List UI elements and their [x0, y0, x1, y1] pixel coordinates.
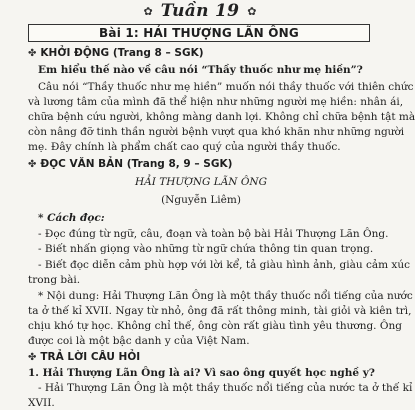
section-heading-answers: [28, 351, 140, 363]
section-heading-text: KHỞI ĐỘNG (Trang 8 – SGK): [40, 47, 204, 59]
section-heading-text: ĐỌC VĂN BẢN (Trang 8, 9 – SGK): [40, 158, 233, 170]
week-title: Tuần 19: [160, 0, 240, 21]
text-author: (Nguyễn Liêm): [161, 194, 241, 206]
content-line: chịu khó tự học. Không chỉ thế, ông còn rất giàu tình yêu thương. Ông: [28, 320, 402, 332]
lesson-title: Bài 1: HẢI THƯỢNG LÃN ÔNG: [99, 26, 299, 40]
section-heading-reading: [28, 158, 232, 170]
clover-bullet-icon: ✤: [28, 47, 37, 59]
paragraph-line: và lương tâm của mình đã thể hiện như những người mẹ hiền: nhân ái,: [28, 96, 404, 108]
content-line: * Nội dung: Hải Thượng Lãn Ông là một thầy thuốc nổi tiếng của nước: [38, 290, 413, 302]
how-to-read-label: * Cách đọc:: [38, 212, 105, 224]
list-item: - Biết đọc diễn cảm phù hợp với lời kể, tả giàu hình ảnh, giàu cảm xúc: [38, 259, 411, 271]
warmup-question: Em hiểu thế nào về câu nói “Thầy thuốc như mẹ hiền”?: [38, 64, 363, 76]
content-line: ta ở thế kỉ XVII. Ngay từ nhỏ, ông đã rất thông minh, tài giỏi và kiên trì,: [28, 305, 412, 317]
section-heading-text: TRẢ LỜI CÂU HỎI: [40, 351, 141, 363]
answer-line: - Hải Thượng Lãn Ông là một thầy thuốc nổi tiếng của nước ta ở thế kỉ: [38, 382, 413, 394]
list-item: trong bài.: [28, 274, 81, 286]
paragraph-line: mẹ. Đây chính là phẩm chất cao quý của người thầy thuốc.: [28, 141, 341, 153]
content-line: được coi là một bậc danh y của Việt Nam.: [28, 335, 250, 347]
list-item: - Đọc đúng từ ngữ, câu, đoạn và toàn bộ bài Hải Thượng Lãn Ông.: [38, 228, 389, 240]
flower-ornament-icon: ✿: [143, 4, 153, 18]
list-item: - Biết nhấn giọng vào những từ ngữ chứa thông tin quan trọng.: [38, 243, 374, 255]
question-1: 1. Hải Thượng Lãn Ông là ai? Vì sao ông quyết học nghề y?: [28, 367, 375, 379]
clover-bullet-icon: ✤: [28, 158, 37, 170]
flower-ornament-icon: ✿: [247, 4, 257, 18]
paragraph-line: chữa bệnh cứu người, không màng danh lợi. Không chỉ chữa bệnh tật mà: [28, 111, 415, 123]
answer-line: XVII.: [28, 397, 55, 409]
text-title: HẢI THƯỢNG LÃN ÔNG: [134, 176, 268, 188]
lesson-title-box: [28, 24, 370, 42]
section-heading-warmup: [28, 47, 204, 59]
clover-bullet-icon: ✤: [28, 351, 37, 363]
paragraph-line: Câu nói “Thầy thuốc như mẹ hiền” muốn nói thầy thuốc với thiên chức: [38, 81, 414, 93]
week-banner: [118, 2, 282, 20]
paragraph-line: còn nâng đỡ tinh thần người bệnh vượt qua khó khăn như những người: [28, 126, 405, 138]
